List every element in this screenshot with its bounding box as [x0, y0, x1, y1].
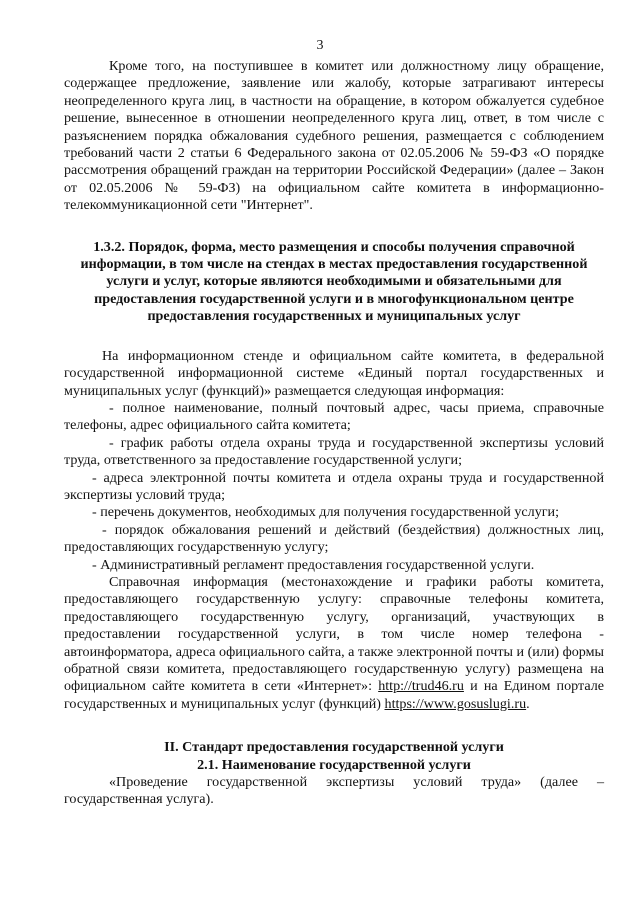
info-list-item: - порядок обжалования решений и действий (бездействия) должностных лиц, предоставляющих государственную услугу; — [64, 521, 604, 556]
info-list-item: - график работы отдела охраны труда и государственной экспертизы условий труда, ответственного за предоставление государственной услуги; — [64, 434, 604, 469]
info-list-item: - полное наименование, полный почтовый адрес, часы приема, справочные телефоны, адрес официального сайта комитета; — [64, 399, 604, 434]
info-list-item: - Административный регламент предоставления государственной услуги. — [92, 556, 535, 573]
service-name-paragraph: «Проведение государственной экспертизы условий труда» (далее – государственная услуга). — [64, 774, 604, 808]
section-heading-1-3-2: 1.3.2. Порядок, форма, место размещения и способы получения справочной информации, в том числе на стендах в местах предоставления государственной услуги и услуг, которые являются необходимыми и обязательными для предоставления государственной услуги и в многофункциональном центре предоставления государственных и муниципальных услуг — [80, 238, 588, 325]
reference-text-after: . — [526, 695, 530, 712]
gosuslugi-link[interactable]: https://www.gosuslugi.ru — [384, 695, 527, 712]
section-2-1-title: 2.1. Наименование государственной услуги — [197, 756, 471, 773]
reference-text-middle: и на Едином портале государственных и муниципальных услуг (функций) — [64, 678, 604, 712]
trud46-link[interactable]: http://trud46.ru — [378, 678, 464, 695]
intro-paragraph: Кроме того, на поступившее в комитет или должностному лицу обращение, содержащее предложение, заявление или жалобу, которые затрагивают интересы неопределенного круга лиц, в частности на обращение, в котором обжалуется судебное решение, вынесенное в отношении неопределенного круга лиц, ответ, в том числе с разъяснением порядка обжалования судебного решения, размещается с соблюдением требований части 2 статьи 6 Федерального закона от 02.05.2006 № 59-ФЗ «О порядке рассмотрения обращений граждан на территории Российской Федерации» (далее – Закон от 02.05.2006 № 59-ФЗ) на официальном сайте комитета в информационно-телекоммуникационной сети "Интернет". — [64, 58, 604, 214]
info-list-item: - адреса электронной почты комитета и отдела охраны труда и государственной экспертизы условий труда; — [64, 469, 604, 503]
page-number: 3 — [316, 38, 324, 53]
info-list-item: - перечень документов, необходимых для получения государственной услуги; — [92, 504, 559, 521]
reference-text-before: Справочная информация (местонахождение и графики работы комитета, предоставляющего государственную услугу: справочные телефоны комитета, предоставляющего государственную услугу, организаций, участвующих в предоставлении государственной услуги, в том числе номер телефона - автоинформатора, адреса официального сайта, а также электронной почты и (или) формы обратной связи комитета, предоставляющего государственную услугу) размещена на официальном сайте комитета в сети «Интернет»: — [64, 573, 605, 695]
document-body — [64, 58, 604, 809]
section-2-title: II. Стандарт предоставления государственной услуги — [164, 739, 504, 756]
reference-paragraph — [64, 574, 604, 713]
info-intro-paragraph: На информационном стенде и официальном сайте комитета, в федеральной государственной информационной системе «Единый портал государственных и муниципальных услуг (функций)» размещается следующая информация: — [64, 347, 604, 399]
